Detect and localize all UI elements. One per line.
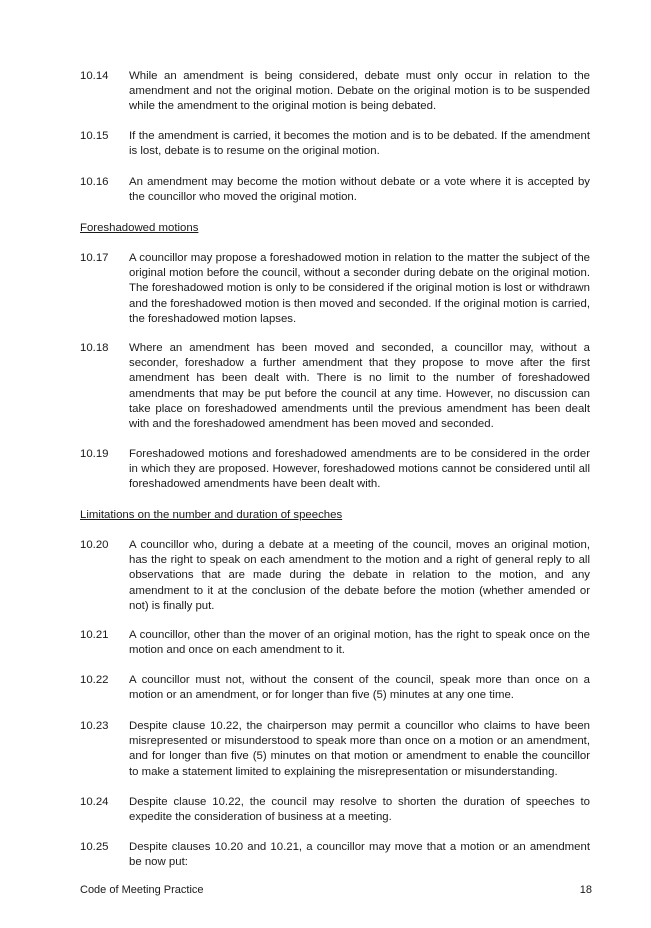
clause-number: 10.14 <box>80 70 109 82</box>
clause-10-16 <box>80 175 590 205</box>
clause-10-15 <box>80 129 590 159</box>
clause-text: A councillor must not, without the consent of the council, speak more than once on a motion or an amendment, or for longer than five (5) minutes at any one time. <box>129 674 590 702</box>
clause-10-24 <box>80 795 590 825</box>
clause-number: 10.16 <box>80 176 109 188</box>
clause-text: Despite clause 10.22, the chairperson may permit a councillor who claims to have been misrepresented or misunderstood to speak more than once on a motion or an amendment, and for longer than five (5) minutes on that motion or amendment to enable the councillor to make a statement limited to explaining the misrepresentation or misunderstanding. <box>129 720 590 778</box>
clause-text: A councillor who, during a debate at a meeting of the council, moves an original motion, has the right to speak on each amendment to the motion and a right of general reply to all observations that are made during the debate in relation to the motion, and any amendment to it at the conclusion of the debate before the motion (whether amended or not) is finally put. <box>129 539 590 612</box>
clause-number: 10.18 <box>80 342 109 354</box>
clause-number: 10.15 <box>80 130 109 142</box>
clause-number: 10.24 <box>80 796 109 808</box>
footer-document-title: Code of Meeting Practice <box>80 884 204 896</box>
clause-text: A councillor may propose a foreshadowed motion in relation to the matter the subject of the original motion before the council, without a seconder during debate on the original motion. The foreshadowed motion is only to be considered if the original motion is lost or withdrawn and the foreshadowed motion is then moved and seconded. If the original motion is carried, the foreshadowed motion lapses. <box>129 252 590 325</box>
section-heading-foreshadowed-motions: Foreshadowed motions <box>80 222 199 234</box>
clause-text: An amendment may become the motion without debate or a vote where it is accepted by the councillor who moved the original motion. <box>129 176 590 204</box>
clause-number: 10.20 <box>80 539 109 551</box>
clause-number: 10.22 <box>80 674 109 686</box>
clause-10-22 <box>80 673 590 703</box>
clause-number: 10.23 <box>80 720 109 732</box>
clause-text: Despite clauses 10.20 and 10.21, a councillor may move that a motion or an amendment be now put: <box>129 841 590 869</box>
clause-text: Where an amendment has been moved and seconded, a councillor may, without a seconder, foreshadow a further amendment that they propose to move after the first amendment has been dealt with. There is no limit to the number of foreshadowed amendments that may be put before the council at any time. However, no discussion can take place on foreshadowed amendments until the previous amendment has been dealt with and the foreshadowed amendment has been moved and seconded. <box>129 342 590 431</box>
clause-10-23 <box>80 719 590 780</box>
clause-text: Despite clause 10.22, the council may resolve to shorten the duration of speeches to expedite the consideration of business at a meeting. <box>129 796 590 824</box>
clause-text: While an amendment is being considered, debate must only occur in relation to the amendment and not the original motion. Debate on the original motion is to be suspended while the amendment to the original motion is being debated. <box>129 70 590 113</box>
clause-text: Foreshadowed motions and foreshadowed amendments are to be considered in the order in which they are proposed. However, foreshadowed motions cannot be considered until all foreshadowed amendments have been dealt with. <box>129 448 590 491</box>
clause-10-17 <box>80 251 590 327</box>
clause-10-19 <box>80 447 590 493</box>
clause-number: 10.17 <box>80 252 109 264</box>
clause-number: 10.21 <box>80 629 109 641</box>
footer-page-number: 18 <box>579 884 592 896</box>
clause-10-21 <box>80 628 590 658</box>
clause-10-14 <box>80 69 590 115</box>
clause-10-18 <box>80 341 590 432</box>
clause-number: 10.19 <box>80 448 109 460</box>
clause-10-20 <box>80 538 590 614</box>
clause-number: 10.25 <box>80 841 109 853</box>
clause-text: If the amendment is carried, it becomes the motion and is to be debated. If the amendment is lost, debate is to resume on the original motion. <box>129 130 590 158</box>
section-heading-speech-limitations: Limitations on the number and duration of speeches <box>80 509 343 521</box>
clause-10-25 <box>80 840 590 870</box>
clause-text: A councillor, other than the mover of an original motion, has the right to speak once on the motion and once on each amendment to it. <box>129 629 590 657</box>
